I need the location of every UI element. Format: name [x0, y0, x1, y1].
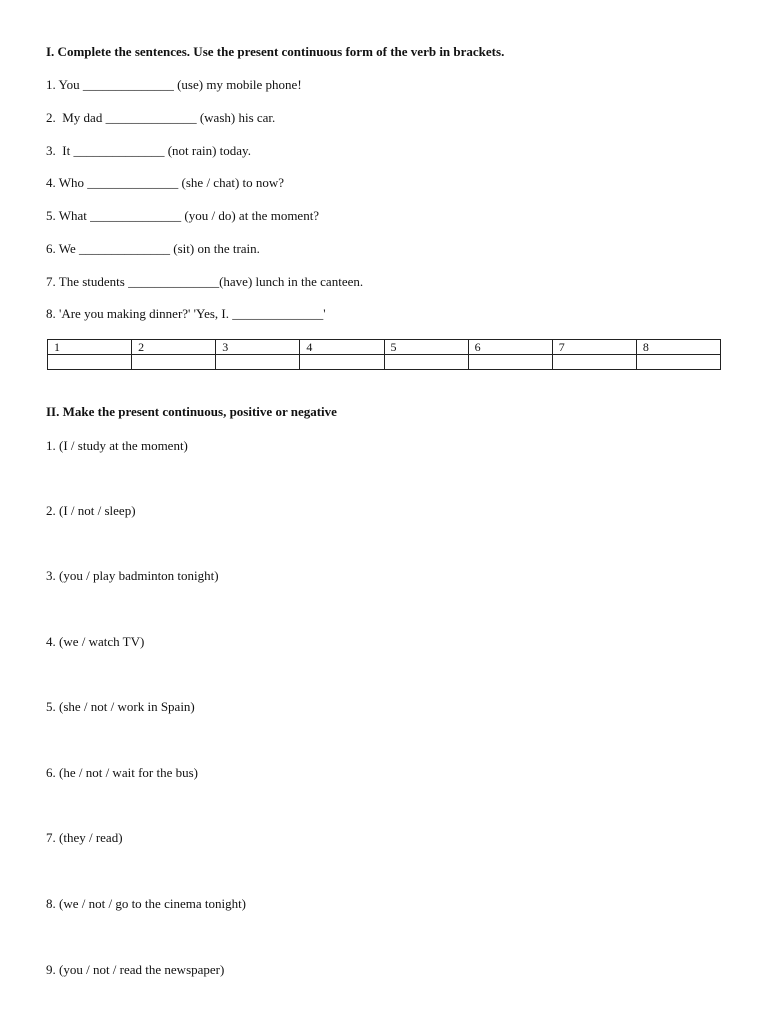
answer-table-number: 5 [384, 340, 468, 355]
answer-cell[interactable] [468, 355, 552, 370]
section-2-item-8: 8. (we / not / go to the cinema tonight) [46, 896, 247, 911]
answer-cell[interactable] [552, 355, 636, 370]
answer-table-number: 2 [132, 340, 216, 355]
section-1-item-3: 3. It ______________ (not rain) today. [46, 143, 251, 158]
answer-cell[interactable] [132, 355, 216, 370]
answer-cell[interactable] [300, 355, 384, 370]
section-1-item-1: 1. You ______________ (use) my mobile phone! [46, 77, 302, 92]
section-2-item-7: 7. (they / read) [46, 830, 123, 845]
answer-table-number: 7 [552, 340, 636, 355]
answer-cell[interactable] [636, 355, 720, 370]
section-1-item-5: 5. What ______________ (you / do) at the moment? [46, 208, 320, 223]
answer-table-number: 3 [216, 340, 300, 355]
answer-table-answer-row [48, 355, 721, 370]
answer-table-number: 1 [48, 340, 132, 355]
answer-table [47, 339, 721, 370]
section-2-item-5: 5. (she / not / work in Spain) [46, 699, 195, 714]
section-2-item-2: 2. (I / not / sleep) [46, 503, 136, 518]
section-1-item-4: 4. Who ______________ (she / chat) to now? [46, 175, 285, 190]
answer-table-number: 4 [300, 340, 384, 355]
answer-cell[interactable] [48, 355, 132, 370]
section-2-heading: II. Make the present continuous, positive or negative [46, 404, 337, 419]
section-2-item-9: 9. (you / not / read the newspaper) [46, 962, 225, 977]
section-1-heading: I. Complete the sentences. Use the present continuous form of the verb in brackets. [46, 44, 505, 59]
answer-table-number: 6 [468, 340, 552, 355]
section-2-item-6: 6. (he / not / wait for the bus) [46, 765, 198, 780]
section-2-item-3: 3. (you / play badminton tonight) [46, 568, 219, 583]
section-1-item-8: 8. 'Are you making dinner?' 'Yes, I. ______________' [46, 306, 326, 321]
section-1-item-2: 2. My dad ______________ (wash) his car. [46, 110, 276, 125]
section-2-item-4: 4. (we / watch TV) [46, 634, 145, 649]
answer-table-number: 8 [636, 340, 720, 355]
section-1-item-6: 6. We ______________ (sit) on the train. [46, 241, 260, 256]
answer-cell[interactable] [384, 355, 468, 370]
section-1-item-7: 7. The students ______________(have) lunch in the canteen. [46, 274, 364, 289]
answer-table-number-row [48, 340, 721, 355]
answer-cell[interactable] [216, 355, 300, 370]
section-2-item-1: 1. (I / study at the moment) [46, 438, 188, 453]
